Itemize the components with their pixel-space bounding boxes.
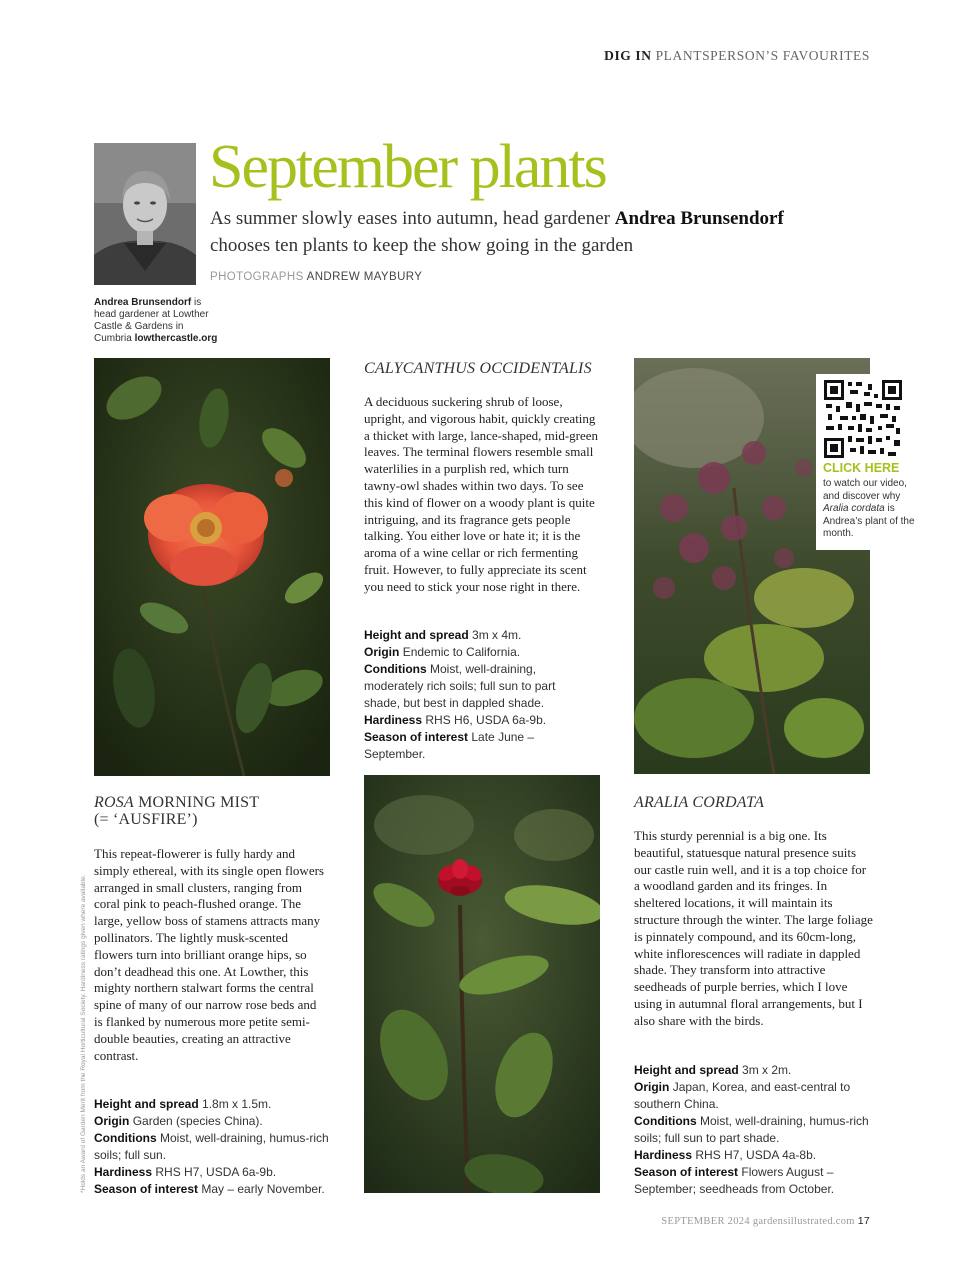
fact-label: Conditions — [94, 1131, 157, 1145]
fact-label: Height and spread — [364, 628, 469, 642]
qr-text-before: to watch our video, and discover why — [823, 478, 907, 502]
standfirst-rest: chooses ten plants to keep the show going in the garden — [210, 235, 634, 256]
standfirst-author: Andrea Brunsendorf — [614, 208, 784, 229]
qr-text-after: is Andrea’s plant of the month. — [823, 503, 915, 539]
author-caption — [94, 297, 224, 345]
fact-label: Hardiness — [364, 713, 423, 727]
author-website-link[interactable]: lowthercastle.org — [134, 333, 218, 344]
qr-text-plant: Aralia cordata — [823, 503, 885, 514]
calycanthus-name-text: CALYCANTHUS OCCIDENTALIS — [364, 360, 592, 377]
page-footer — [661, 1215, 870, 1227]
author-name: Andrea Brunsendorf — [94, 297, 192, 308]
page-title: September plants — [209, 133, 606, 201]
aralia-name-text: ARALIA CORDATA — [634, 794, 765, 811]
rosa-photo — [94, 358, 330, 776]
standfirst-intro: As summer slowly eases into autumn, head gardener — [210, 208, 610, 229]
credit-photographer: ANDREW MAYBURY — [306, 271, 423, 283]
section-subtitle: PLANTSPERSON’S FAVOURITES — [655, 48, 870, 63]
aralia-name — [634, 794, 874, 811]
fact-label: Origin — [634, 1080, 670, 1094]
fact-value: RHS H6, USDA 6a-9b. — [425, 713, 547, 727]
author-portrait — [94, 143, 196, 285]
click-here-link[interactable]: CLICK HERE — [823, 461, 900, 475]
qr-video-box[interactable] — [816, 374, 920, 550]
qr-description — [823, 478, 919, 541]
fact-label: Conditions — [364, 662, 427, 676]
photo-credit — [210, 271, 422, 283]
fact-label: Season of interest — [364, 730, 469, 744]
credit-label: PHOTOGRAPHS — [210, 271, 304, 283]
standfirst — [210, 205, 810, 259]
rosa-name-genus: ROSA — [94, 794, 134, 811]
calycanthus-name — [364, 360, 614, 377]
fact-value: Garden (species China). — [132, 1114, 263, 1128]
rosa-name-cultivar: MORNING MIST — [138, 794, 260, 811]
fact-value: May – early November. — [201, 1182, 325, 1196]
fact-value: 3m x 2m. — [742, 1063, 792, 1077]
fact-value: Endemic to California. — [402, 645, 521, 659]
fact-value: 3m x 4m. — [472, 628, 522, 642]
fact-value: 1.8m x 1.5m. — [202, 1097, 272, 1111]
fact-value: Moist, well-draining, humus-rich soils; full sun to part shade. — [634, 1114, 869, 1145]
fact-value: Flowers August – September; seedheads from October. — [634, 1165, 835, 1196]
fact-value: Moist, well-draining, moderately rich soils; full sun to part shade, but best in dappled shade. — [364, 662, 556, 710]
calycanthus-photo — [364, 775, 600, 1193]
fact-label: Origin — [364, 645, 400, 659]
rosa-name-synonym: (= ‘AUSFIRE’) — [94, 811, 198, 828]
fact-label: Origin — [94, 1114, 130, 1128]
author-bio: is head gardener at Lowther Castle & Gardens in Cumbria — [94, 297, 209, 344]
section-label: DIG IN — [604, 48, 652, 63]
fact-value: Late June – September. — [364, 730, 535, 761]
calycanthus-description: A deciduous suckering shrub of loose, upright, and vigorous habit, quickly creating a thicket with large, lance-shaped, mid-green leaves. The terminal flowers resemble small waterlilies in a purplish red, which turn tawny-owl shades within two days. To see this kind of flower on a woody plant is quite intriguing, and its fragrance gets people talking. You either love or hate it; it is the aroma of a wine cellar or rich fermenting fruit. However, to fully appreciate its scent you need to stick your nose right in there. — [364, 394, 599, 594]
fact-label: Hardiness — [634, 1148, 693, 1162]
aralia-description: This sturdy perennial is a big one. Its beautiful, statuesque natural presence suits our castle ruin well, and it is a top choice for a woodland garden and its fringes. In sheltered locations, it will maintain its structure through the winter. The large foliage is pinnately compound, and its 60cm-long, white inflorescences will radiate in dappled shade. They transform into attractive seedheads of purple berries, which I love using in autumnal floral arrangements, but I also share with the birds. — [634, 828, 873, 1028]
rhs-footnote: *Holds an Award of Garden Merit from the Royal Horticultural Society. Hardiness ratings given where available. — [80, 874, 87, 1193]
section-header — [604, 48, 870, 64]
fact-label: Height and spread — [634, 1063, 739, 1077]
fact-label: Height and spread — [94, 1097, 199, 1111]
footer-website[interactable]: gardensillustrated.com — [752, 1216, 855, 1227]
rosa-description: This repeat-flowerer is fully hardy and simply ethereal, with its single open flowers arranged in small clusters, ranging from coral pink to peach-flushed orange. The large, yellow boss of stamens attracts many pollinators. The lightly musk-scented flowers turn into brilliant orange hips, so don’t deadhead this one. At Lowther, this mighty northern stalwart forms the central spine of many of our narrow rose beds and is flanked by numerous more petite semi-double beauties, creating an attractive contrast. — [94, 846, 324, 1063]
fact-label: Season of interest — [634, 1165, 739, 1179]
fact-label: Conditions — [634, 1114, 697, 1128]
qr-code[interactable] — [824, 380, 902, 458]
page-number: 17 — [857, 1215, 870, 1227]
fact-label: Hardiness — [94, 1165, 153, 1179]
fact-value: Japan, Korea, and east-central to southern China. — [634, 1080, 851, 1111]
fact-value: RHS H7, USDA 4a-8b. — [695, 1148, 817, 1162]
aralia-facts — [634, 1062, 874, 1198]
calycanthus-facts — [364, 627, 594, 763]
rosa-name — [94, 794, 334, 828]
rosa-facts — [94, 1096, 334, 1198]
fact-value: RHS H7, USDA 6a-9b. — [155, 1165, 277, 1179]
footer-issue: SEPTEMBER 2024 — [661, 1216, 750, 1227]
fact-value: Moist, well-draining, humus-rich soils; full sun. — [94, 1131, 329, 1162]
fact-label: Season of interest — [94, 1182, 199, 1196]
